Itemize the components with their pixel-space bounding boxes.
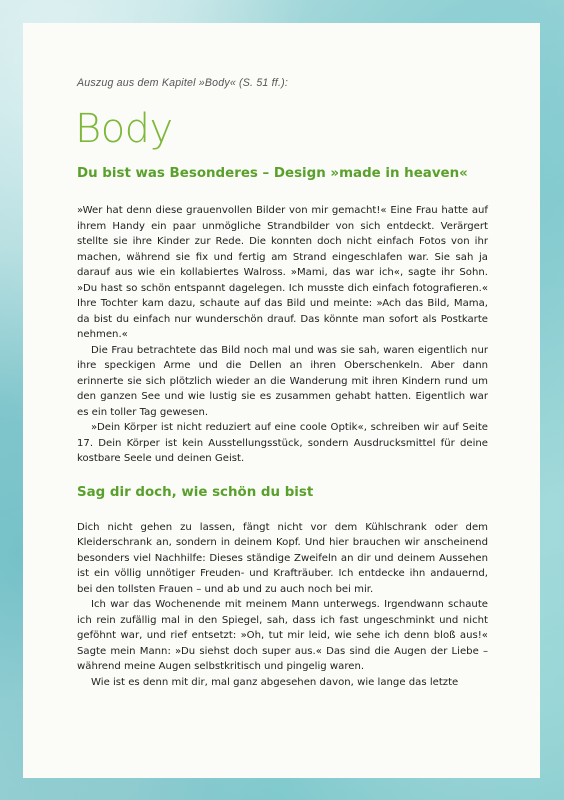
section-heading-design: Du bist was Besonderes – Design »made in heaven«: [77, 166, 468, 181]
book-page: [23, 23, 540, 778]
paragraph: Die Frau betrachtete das Bild noch mal und was sie sah, waren eigentlich nur ihre speckigen Arme und die Dellen an ihren Oberschenkeln. Aber dann erinnerte sie sich plötzlich wieder an die Wanderung mit ihren Kindern rund um den ganzen See und wie lustig sie es zusammen gehabt hatten. Eigentlich war es ein toller Tag gewesen.: [77, 344, 488, 418]
paragraph: Wie ist es denn mit dir, mal ganz abgesehen davon, wie lange das letzte: [91, 676, 459, 688]
section-heading-beautiful: Sag dir doch, wie schön du bist: [77, 484, 314, 500]
paragraph: Ich war das Wochenende mit meinem Mann unterwegs. Irgendwann schaute ich rein zufällig mal in den Spiegel, sah, dass ich fast ungeschminkt und nicht geföhnt war, und rief entsetzt: »Oh, tut mir leid, wie sehe ich denn bloß aus!« Sagte mein Mann: »Du siehst doch super aus.« Das sind die Augen der Liebe – während meine Augen selbstkritisch und pingelig waren.: [77, 599, 488, 672]
chapter-title: Body: [75, 106, 173, 152]
excerpt-caption: Auszug aus dem Kapitel »Body« (S. 51 ff.):: [77, 77, 288, 89]
paragraph: »Dein Körper ist nicht reduziert auf eine coole Optik«, schreiben wir auf Seite 17. Dein Körper ist kein Ausstellungsstück, sondern Ausdrucksmittel für deine kostbare Seele und deinen Geist.: [77, 422, 488, 464]
paragraph: »Wer hat denn diese grauenvollen Bilder von mir gemacht!« Eine Frau hatte auf ihrem Handy ein paar unmögliche Strandbilder von sich entdeckt. Verärgert stellte sie ihre Kinder zur Rede. Die konnten doch nicht einfach Fotos von ihr machen, während sie fix und fertig am Strand eingeschlafen war. Sie sah ja darauf aus wie ein kollabiertes Walross. »Mami, das war ich«, sagte ihr Sohn. »Du hast so schön entspannt dagelegen. Ich musste dich einfach fotografieren.« Ihre Tochter kam dazu, schaute auf das Bild und meinte: »Ach das Bild, Mama, da bist du einfach nur wunderschön drauf. Das könnte man sofort als Postkarte nehmen.«: [77, 205, 488, 340]
paragraph: Dich nicht gehen zu lassen, fängt nicht vor dem Kühlschrank oder dem Kleiderschrank an, sondern in deinem Kopf. Und hier brauchen wir anscheinend besonders viel Nachhilfe: Dieses ständige Zweifeln an dir und deinem Aussehen ist ein völlig unnötiger Freuden- und Krafträuber. Ich entdecke ihn andauernd, bei den tollsten Frauen – und ab und zu auch noch bei mir.: [77, 521, 488, 595]
